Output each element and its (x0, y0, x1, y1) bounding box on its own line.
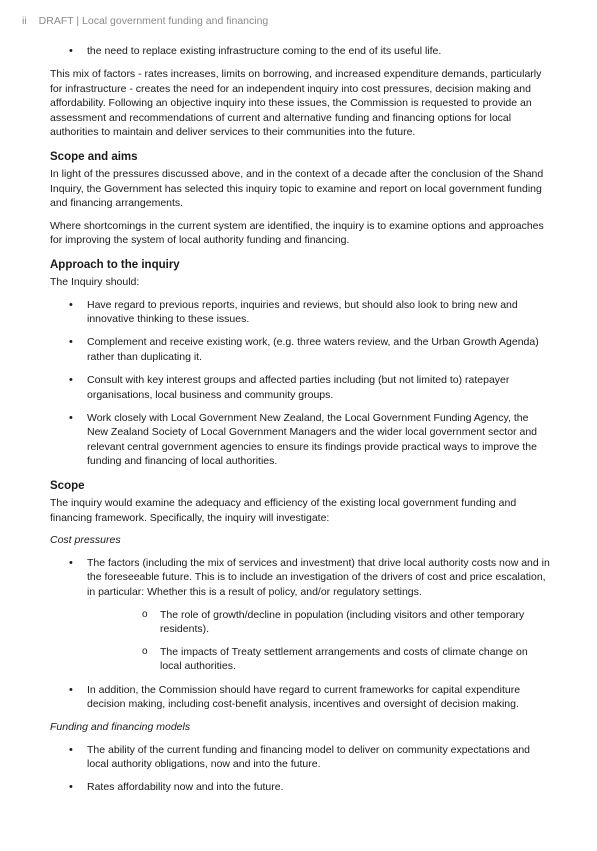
circle-bullet-icon: o (142, 608, 148, 620)
bullet-icon: • (69, 336, 73, 349)
sub-list-item (87, 645, 550, 674)
list-item (50, 411, 550, 469)
intro-paragraph: This mix of factors - rates increases, limits on borrowing, and increased expenditure demands, particularly for infrastructure - creates the need for an independent inquiry into cost pressures, decision making and affordability. Following an objective inquiry into these issues, the Commission is requested to provide an assessment and recommendations of current and alternative funding and financing options for local authorities to maintain and deliver services to their communities into the future. (50, 68, 542, 139)
list-item-text: The role of growth/decline in population (including visitors and other temporary residents). (160, 608, 525, 636)
bullet-icon: • (69, 45, 73, 57)
paragraph: The inquiry would examine the adequacy and efficiency of the existing local government funding and financing framework. Specifically, the inquiry will investigate: (50, 497, 517, 524)
section-heading-scope-aims: Scope and aims (50, 151, 138, 164)
paragraph: Where shortcomings in the current system are identified, the inquiry is to examine options and approaches for improving the system of local authority funding and financing. (50, 219, 544, 247)
page-header (22, 15, 268, 27)
list-item-text: In addition, the Commission should have regard to current frameworks for capital expenditure decision making, including cost-benefit analysis, incentives and oversight of decision making. (87, 683, 521, 711)
list-item-text: The factors (including the mix of services and investment) that drive local authority costs now and in the foreseeable future. This is to include an investigation of the drivers of cost and price escalation, in particular: Whether this is a result of policy, and/or regulatory settings. (87, 556, 550, 599)
list-item-text: The ability of the current funding and financing model to deliver on community expectations and local authority obligations, now and into the future. (87, 743, 531, 771)
paragraph: In light of the pressures discussed above, and in the context of a decade after the conclusion of the Shand Inquiry, the Government has selected this inquiry topic to examine and report on local government funding and financing arrangements. (50, 168, 544, 210)
list-item (50, 373, 550, 402)
list-item (50, 298, 550, 327)
list-item (50, 780, 550, 795)
list-item (50, 556, 550, 674)
list-item (50, 743, 550, 772)
bullet-icon: • (69, 411, 73, 424)
list-item-text: Have regard to previous reports, inquiries and reviews, but should also look to bring new and innovative thinking to these issues. (87, 298, 518, 326)
cost-pressures-list (50, 556, 550, 712)
subheading-cost-pressures: Cost pressures (50, 534, 121, 547)
page-number: ii (22, 15, 27, 27)
bullet-icon: • (69, 781, 73, 794)
list-item-text: Consult with key interest groups and affected parties including (but not limited to) ratepayer organisations, local business and community groups. (87, 374, 510, 401)
section-heading-approach: Approach to the inquiry (50, 259, 180, 272)
list-item-text: the need to replace existing infrastructure coming to the end of its useful life. (87, 45, 442, 57)
bullet-icon: • (69, 298, 73, 311)
list-item-text: Work closely with Local Government New Zealand, the Local Government Funding Agency, the New Zealand Society of Local Government Managers and the wider local government sector and relevant central government agencies to ensure its findings provide practical ways to improve the funding and financing of local authorities. (87, 411, 537, 468)
bullet-icon: • (69, 683, 73, 696)
subheading-funding-models: Funding and financing models (50, 721, 191, 734)
list-item-text: Complement and receive existing work, (e.g. three waters review, and the Urban Growth Agenda) rather than duplicating it. (87, 336, 539, 363)
section-heading-scope: Scope (50, 480, 85, 493)
list-item-text: The impacts of Treaty settlement arrangements and costs of climate change on local authorities. (160, 645, 528, 673)
intro-list (50, 44, 550, 59)
list-item (50, 335, 550, 364)
bullet-icon: • (69, 743, 73, 756)
list-item-text: Rates affordability now and into the future. (87, 781, 284, 794)
approach-list (50, 298, 550, 469)
document-body (50, 44, 550, 804)
funding-models-list (50, 743, 550, 795)
circle-bullet-icon: o (142, 645, 148, 657)
sub-list-item (87, 608, 550, 637)
sub-list (87, 608, 550, 674)
bullet-icon: • (69, 374, 73, 386)
list-item (50, 44, 550, 59)
approach-lead: The Inquiry should: (50, 276, 140, 289)
list-item (50, 683, 550, 712)
bullet-icon: • (69, 556, 73, 569)
header-title: DRAFT | Local government funding and financing (38, 15, 269, 27)
